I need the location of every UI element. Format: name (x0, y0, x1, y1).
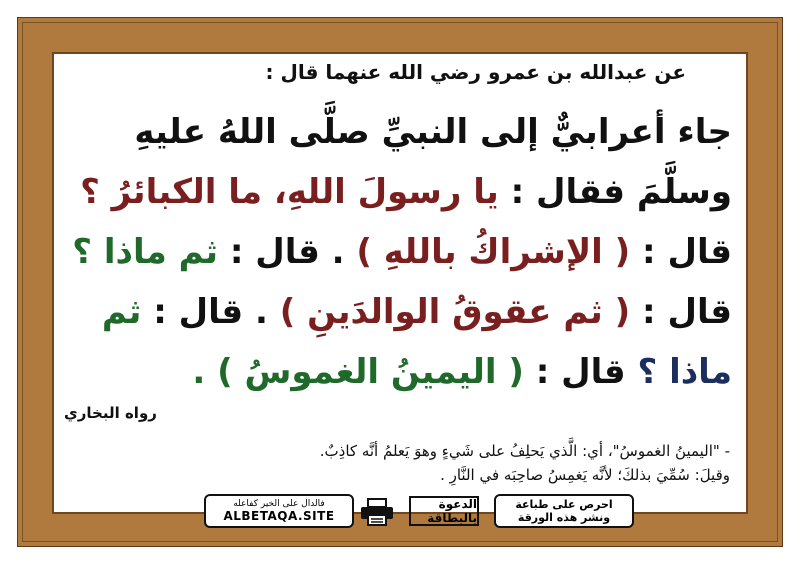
line5-question: ماذا ؟ (637, 352, 732, 392)
explanation-note-2: وقيلَ: سُمِّيَ بذلكَ؛ لأنَّه يَغمِسُ صاحِبَه في النَّارِ . (440, 466, 730, 484)
line5-part-b: قال : (523, 352, 638, 392)
hadith-line-1: جاء أعرابيٌّ إلى النبيِّ صلَّى اللهُ عليهِ (134, 112, 732, 152)
hadith-intro: عن عبدالله بن عمرو رضي الله عنهما قال : (265, 60, 686, 84)
explanation-note-1: - "اليمينُ الغموسُ"، أي: الَّذي يَحلِفُ على شَيءٍ وهوَ يَعلمُ أنَّه كاذِبٌ. (319, 442, 730, 460)
hadith-line-5 (192, 352, 732, 392)
line3-question: ثم ماذا ؟ (72, 232, 219, 272)
footer-site-box (204, 494, 354, 528)
line5-answer: ( اليمينُ الغموسُ ) . (192, 352, 524, 392)
line3-part-a: قال : (630, 232, 732, 272)
line2-part-a: وسلَّمَ فقال : (498, 172, 732, 212)
footer-proverb: فالدال على الخير كفاعله (233, 499, 325, 509)
line4-answer: ( ثم عقوقُ الوالدَينِ ) (279, 292, 631, 332)
footer-print-line-2: ونشر هذه الورقة (517, 511, 611, 524)
footer-print-box (494, 494, 634, 528)
line4-question: ثم (101, 292, 142, 332)
line2-question: يا رسولَ اللهِ، ما الكبائرُ ؟ (80, 172, 499, 212)
dawah-logo (409, 496, 479, 526)
line4-part-a: قال : (630, 292, 732, 332)
line4-part-c: . قال : (141, 292, 280, 332)
logo-text: الدعوة بالبطاقة (427, 497, 477, 525)
printer-icon (359, 498, 395, 526)
line3-part-c: . قال : (218, 232, 357, 272)
poster-board (52, 52, 748, 525)
hadith-source: رواه البخاري (64, 404, 157, 422)
footer-print-line-1: احرص على طباعة (515, 498, 613, 511)
hadith-line-4 (102, 292, 732, 332)
hadith-line-3 (72, 232, 732, 272)
footer-bar (204, 494, 613, 528)
footer-site-link[interactable]: ALBETAQA.SITE (223, 509, 335, 523)
line3-answer: ( الإشراكُ باللهِ ) (356, 232, 631, 272)
hadith-line-2 (80, 172, 732, 212)
